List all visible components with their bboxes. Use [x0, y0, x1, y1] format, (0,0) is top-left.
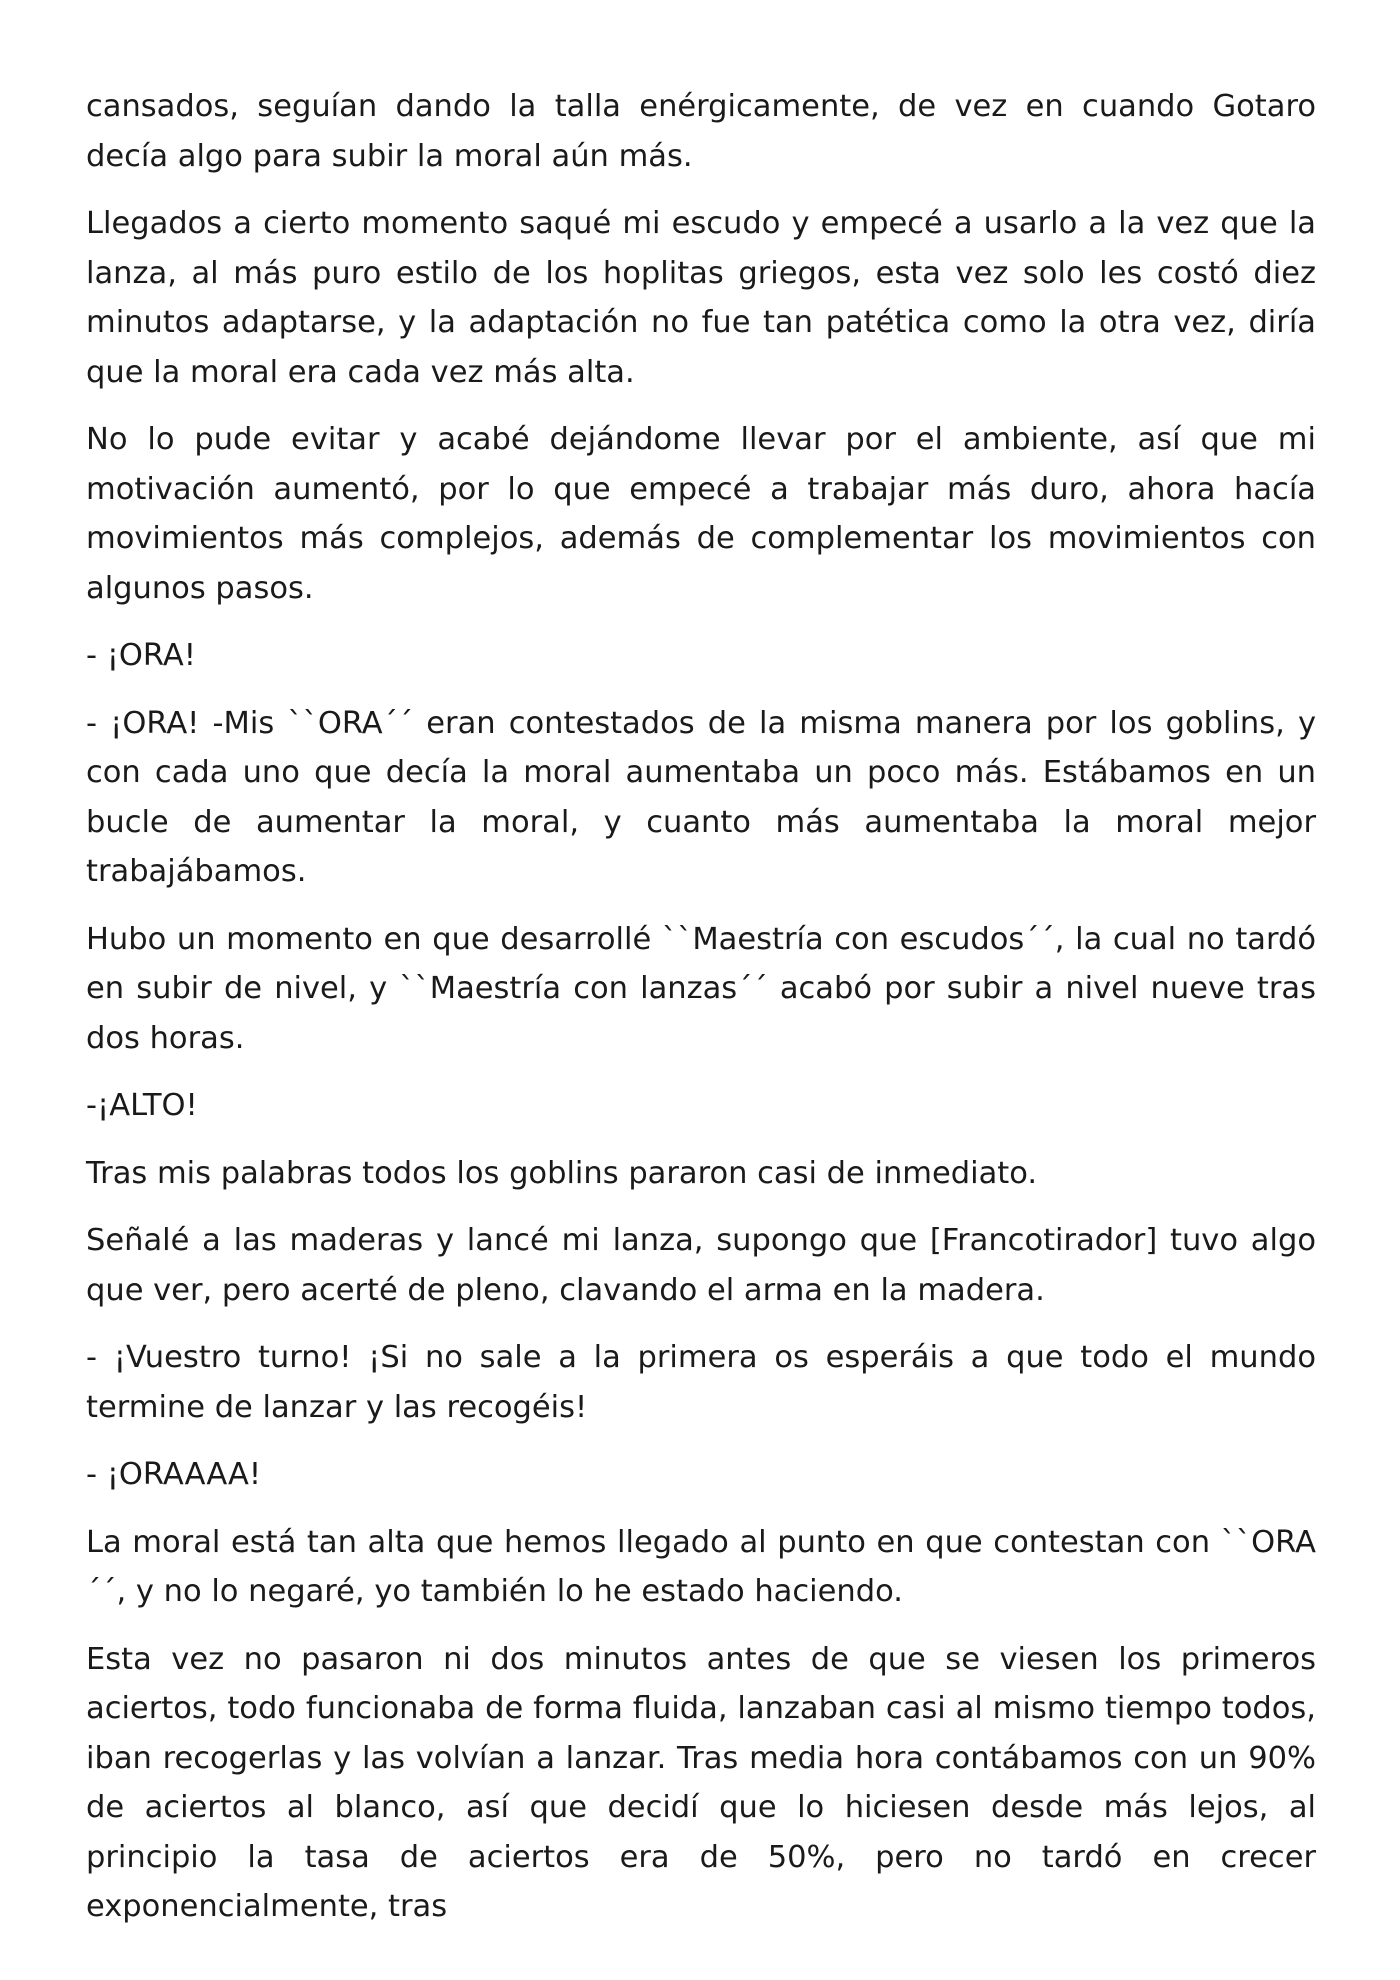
dialogue-line-2: -¡ALTO! — [86, 1088, 198, 1123]
paragraph-8: La moral está tan alta que hemos llegado al punto en que contestan con ``ORA´´, y no lo negaré, yo también lo he estado haciendo. — [86, 1524, 1316, 1609]
body-text — [86, 82, 1316, 1950]
paragraph-7: Señalé a las maderas y lancé mi lanza, supongo que [Francotirador] tuvo algo que ver, pero acerté de pleno, clavando el arma en la madera. — [86, 1223, 1316, 1308]
dialogue-line-3: - ¡Vuestro turno! ¡Si no sale a la primera os esperáis a que todo el mundo termine de lanzar y las recogéis! — [86, 1340, 1316, 1425]
paragraph-3: No lo pude evitar y acabé dejándome llevar por el ambiente, así que mi motivación aumentó, por lo que empecé a trabajar más duro, ahora hacía movimientos más complejos, además de complementar los movimientos con algunos pasos. — [86, 422, 1316, 606]
dialogue-line-1: - ¡ORA! — [86, 638, 196, 673]
paragraph-5: Hubo un momento en que desarrollé ``Maestría con escudos´´, la cual no tardó en subir de nivel, y ``Maestría con lanzas´´ acabó por subir a nivel nueve tras dos horas. — [86, 921, 1316, 1056]
paragraph-2: Llegados a cierto momento saqué mi escudo y empecé a usarlo a la vez que la lanza, al más puro estilo de los hoplitas griegos, esta vez solo les costó diez minutos adaptarse, y la adaptación no fue tan patética como la otra vez, diría que la moral era cada vez más alta. — [86, 206, 1316, 390]
dialogue-line-4: - ¡ORAAAA! — [86, 1457, 262, 1492]
paragraph-9: Esta vez no pasaron ni dos minutos antes de que se viesen los primeros aciertos, todo funcionaba de forma fluida, lanzaban casi al mismo tiempo todos, iban recogerlas y las volvían a lanzar. Tras media hora contábamos con un 90% de aciertos al blanco, así que decidí que lo hiciesen desde más lejos, al principio la tasa de aciertos era de 50%, pero no tardó en crecer exponencialmente, tras — [86, 1641, 1316, 1924]
paragraph-1: cansados, seguían dando la talla enérgicamente, de vez en cuando Gotaro decía algo para subir la moral aún más. — [86, 89, 1316, 174]
paragraph-4: - ¡ORA! -Mis ``ORA´´ eran contestados de la misma manera por los goblins, y con cada uno que decía la moral aumentaba un poco más. Estábamos en un bucle de aumentar la moral, y cuanto más aumentaba la moral mejor trabajábamos. — [86, 705, 1316, 889]
paragraph-6: Tras mis palabras todos los goblins pararon casi de inmediato. — [86, 1155, 1038, 1191]
